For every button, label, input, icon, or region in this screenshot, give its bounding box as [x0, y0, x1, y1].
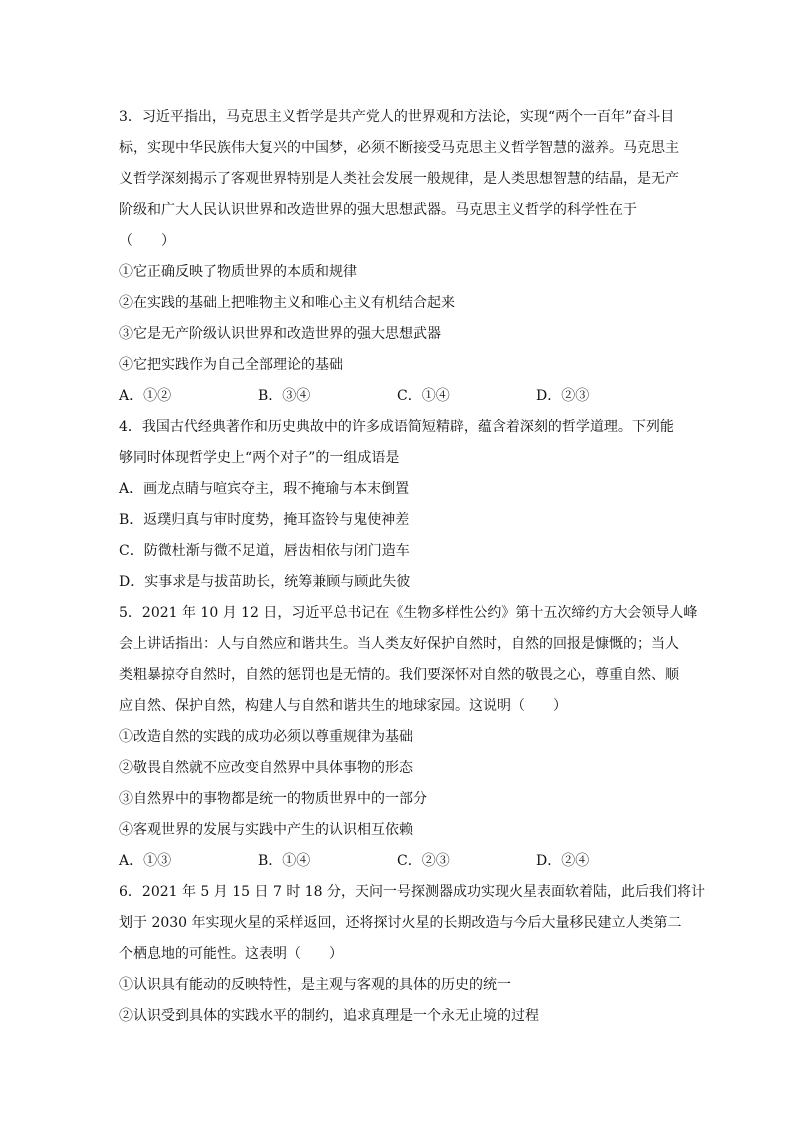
- question-3-choice-b: B．③④: [258, 388, 311, 404]
- question-5-stem-line: 类粗暴掠夺自然时，自然的惩罚也是无情的。我们要深怀对自然的敬畏之心，尊重自然、顺: [119, 667, 679, 683]
- question-3-choice-d: D．②③: [536, 388, 590, 404]
- question-5-choice-c: C．②③: [397, 853, 450, 869]
- question-5-stem-line: 5．2021 年 10 月 12 日，习近平总书记在《生物多样性公约》第十五次缔约方大会领导人峰: [119, 605, 698, 621]
- question-5-item: ②敬畏自然就不应改变自然界中具体事物的形态: [119, 760, 413, 776]
- question-5-item: ①改造自然的实践的成功必须以尊重规律为基础: [119, 729, 413, 745]
- question-6-item: ②认识受到具体的实践水平的制约，追求真理是一个永无止境的过程: [119, 1008, 539, 1024]
- question-3-stem-line: 3．习近平指出，马克思主义哲学是共产党人的世界观和方法论，实现“两个一百年”奋斗目: [119, 109, 675, 125]
- question-5-stem-line: 会上讲话指出：人与自然应和谐共生。当人类友好保护自然时，自然的回报是慷慨的；当人: [119, 636, 679, 652]
- question-3-stem-line: 义哲学深刻揭示了客观世界特别是人类社会发展一般规律，是人类思想智慧的结晶，是无产: [119, 171, 679, 187]
- question-6-stem-line: 个栖息地的可能性。这表明（ ）: [119, 946, 343, 962]
- question-3-answer-blank: （ ）: [119, 233, 175, 249]
- question-5-item: ④客观世界的发展与实践中产生的认识相互依赖: [119, 822, 413, 838]
- question-6: [119, 877, 706, 1032]
- question-6-stem-line: 6．2021 年 5 月 15 日 7 时 18 分，天问一号探测器成功实现火星表面软着陆，此后我们将计: [119, 884, 706, 900]
- question-3-stem-line: 阶级和广大人民认识世界和改造世界的强大思想武器。马克思主义哲学的科学性在于: [119, 202, 637, 218]
- question-5-item: ③自然界中的事物都是统一的物质世界中的一部分: [119, 791, 427, 807]
- question-4-option-a: A．画龙点睛与喧宾夺主，瑕不掩瑜与本末倒置: [119, 481, 410, 497]
- question-6-stem-line: 划于 2030 年实现火星的采样返回，还将探讨火星的长期改造与今后大量移民建立人类第二: [119, 915, 682, 931]
- question-5-choices: [119, 846, 679, 877]
- question-4-option-b: B．返璞归真与审时度势，掩耳盗铃与鬼使神差: [119, 512, 410, 528]
- question-4-option-d: D．实事求是与拔苗助长，统筹兼顾与顾此失彼: [119, 574, 411, 590]
- question-4-option-c: C．防微杜渐与微不足道，唇齿相依与闭门造车: [119, 543, 410, 559]
- question-3: [119, 102, 679, 412]
- question-3-item: ①它正确反映了物质世界的本质和规律: [119, 264, 357, 280]
- question-3-stem-line: 标，实现中华民族伟大复兴的中国梦，必须不断接受马克思主义哲学智慧的滋养。马克思主: [119, 140, 679, 156]
- question-5-choice-d: D．②④: [536, 853, 590, 869]
- question-3-choice-c: C．①④: [397, 388, 450, 404]
- question-4-stem-line: 4．我国古代经典著作和历史典故中的许多成语简短精辟，蕴含着深刻的哲学道理。下列能: [119, 419, 674, 435]
- question-3-item: ④它把实践作为自己全部理论的基础: [119, 357, 343, 373]
- question-5-stem-line: 应自然、保护自然，构建人与自然和谐共生的地球家园。这说明（ ）: [119, 698, 567, 714]
- question-3-choices: [119, 381, 679, 412]
- question-3-item: ③它是无产阶级认识世界和改造世界的强大思想武器: [119, 326, 441, 342]
- question-3-item: ②在实践的基础上把唯物主义和唯心主义有机结合起来: [119, 295, 455, 311]
- question-4-stem-line: 够同时体现哲学史上“两个对子”的一组成语是: [119, 450, 400, 466]
- question-5: [119, 598, 698, 877]
- question-4: [119, 412, 679, 598]
- question-3-choice-a: A．①②: [119, 388, 172, 404]
- question-5-choice-a: A．①③: [119, 853, 172, 869]
- question-6-item: ①认识具有能动的反映特性，是主观与客观的具体的历史的统一: [119, 977, 511, 993]
- page-content: [119, 102, 706, 1032]
- question-5-choice-b: B．①④: [258, 853, 311, 869]
